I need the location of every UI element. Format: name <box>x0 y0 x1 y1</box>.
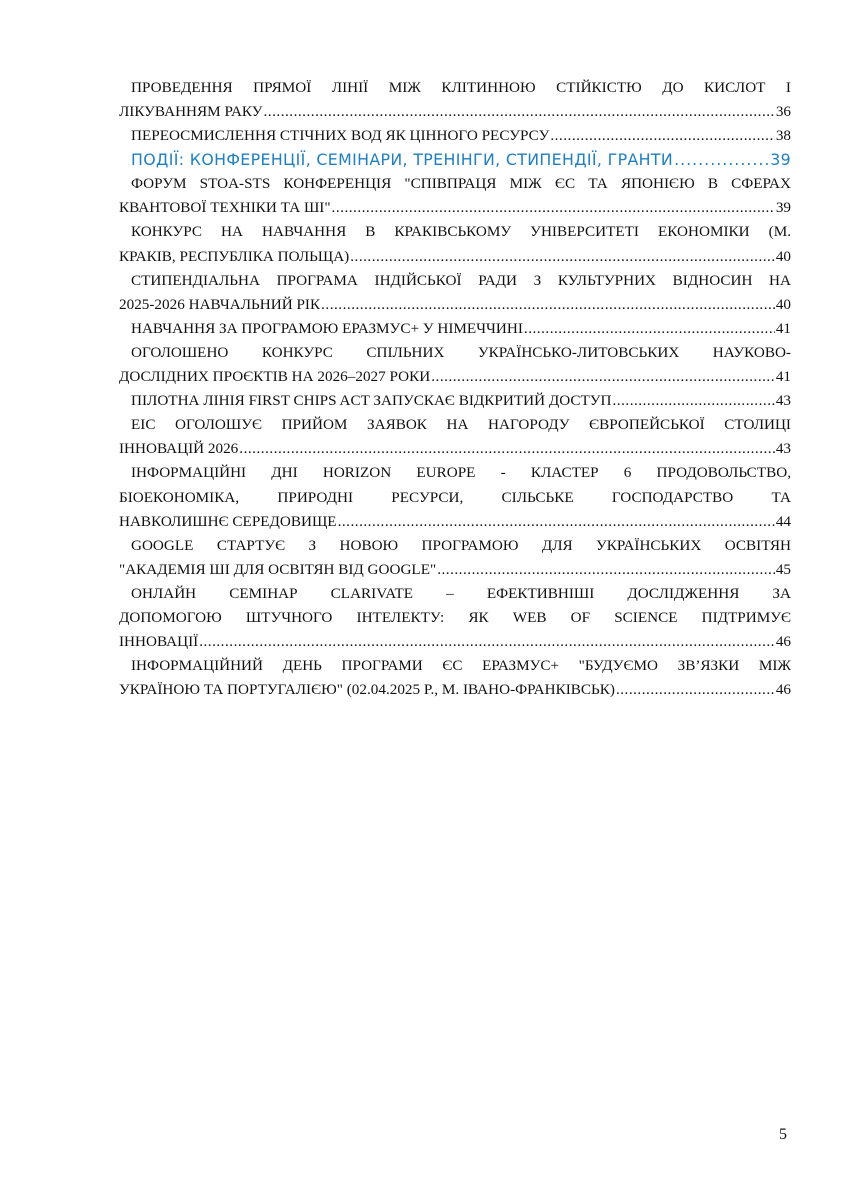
dot-leader <box>332 196 775 220</box>
toc-entry-text: ДОПОМОГОЮ ШТУЧНОГО ІНТЕЛЕКТУ: ЯК WEB OF SCIENCE ПІДТРИМУЄ <box>119 608 791 626</box>
toc-section-heading[interactable] <box>119 148 791 172</box>
dot-leader <box>613 389 775 413</box>
toc-entry-text: ОГОЛОШЕНО КОНКУРС СПІЛЬНИХ УКРАЇНСЬКО-ЛИТОВСЬКИХ НАУКОВО- <box>131 343 791 361</box>
toc-entry[interactable] <box>119 76 791 124</box>
toc-entry[interactable] <box>119 534 791 582</box>
toc-entry-text: GOOGLE СТАРТУЄ З НОВОЮ ПРОГРАМОЮ ДЛЯ УКРАЇНСЬКИХ ОСВІТЯН <box>131 536 791 554</box>
toc-page-number: 41 <box>775 319 791 337</box>
toc-entry-text: ПЕРЕОСМИСЛЕННЯ СТІЧНИХ ВОД ЯК ЦІННОГО РЕСУРСУ <box>131 127 550 145</box>
toc-entry[interactable] <box>119 654 791 702</box>
toc-page-number: 41 <box>775 368 791 386</box>
toc-page-number: 44 <box>775 512 791 530</box>
dot-leader <box>674 148 769 172</box>
dot-leader <box>338 510 775 534</box>
toc-page-number: 40 <box>775 295 791 313</box>
toc-entry-text: "АКАДЕМІЯ ШІ ДЛЯ ОСВІТЯН ВІД GOOGLE" <box>119 560 437 578</box>
toc-entry-text: ПРОВЕДЕННЯ ПРЯМОЇ ЛІНІЇ МІЖ КЛІТИННОЮ СТІЙКІСТЮ ДО КИСЛОТ І <box>131 79 791 96</box>
toc-entry-text: УКРАЇНОЮ ТА ПОРТУГАЛІЄЮ" (02.04.2025 Р., М. ІВАНО-ФРАНКІВСЬК) <box>119 681 615 699</box>
toc-entry[interactable] <box>119 220 791 268</box>
toc-entry-text: 2025-2026 НАВЧАЛЬНИЙ РІК <box>119 295 321 313</box>
toc-entry-text: ЛІКУВАННЯМ РАКУ <box>119 103 263 121</box>
toc-page-number: 46 <box>775 681 791 699</box>
toc-entry[interactable] <box>119 341 791 389</box>
toc-entry[interactable] <box>119 124 791 148</box>
toc-entry-text: ПОДІЇ: КОНФЕРЕНЦІЇ, СЕМІНАРИ, ТРЕНІНГИ, СТИПЕНДІЇ, ГРАНТИ <box>131 150 674 170</box>
toc-page-number: 36 <box>775 103 791 121</box>
dot-leader <box>431 365 775 389</box>
toc-page-number: 43 <box>775 392 791 410</box>
toc-entry-text: КВАНТОВОЇ ТЕХНІКИ ТА ШІ" <box>119 199 331 217</box>
toc-entry-text: КРАКІВ, РЕСПУБЛІКА ПОЛЬЩА) <box>119 247 350 265</box>
toc-entry[interactable] <box>119 317 791 341</box>
toc-entry-text: ІННОВАЦІЙ 2026 <box>119 440 239 458</box>
dot-leader <box>264 100 775 124</box>
dot-leader <box>616 678 775 702</box>
dot-leader <box>524 317 775 341</box>
toc-entry[interactable] <box>119 461 791 533</box>
dot-leader <box>239 437 775 461</box>
toc-entry-text: КОНКУРС НА НАВЧАННЯ В КРАКІВСЬКОМУ УНІВЕРСИТЕТІ ЕКОНОМІКИ (М. <box>131 223 791 241</box>
toc-page-number: 39 <box>770 150 791 170</box>
toc-entry-text: ІНФОРМАЦІЙНИЙ ДЕНЬ ПРОГРАМИ ЄС ЕРАЗМУС+ "БУДУЄМО ЗВ’ЯЗКИ МІЖ <box>131 657 791 675</box>
table-of-contents <box>119 76 791 702</box>
toc-entry[interactable] <box>119 269 791 317</box>
toc-entry-text: ДОСЛІДНИХ ПРОЄКТІВ НА 2026–2027 РОКИ <box>119 368 431 386</box>
toc-entry-text: ОНЛАЙН СЕМІНАР CLARIVATE – ЕФЕКТИВНІШІ ДОСЛІДЖЕННЯ ЗА <box>131 584 791 602</box>
dot-leader <box>437 558 775 582</box>
toc-entry[interactable] <box>119 389 791 413</box>
toc-entry-text: ФОРУМ STOA-STS КОНФЕРЕНЦІЯ "СПІВПРАЦЯ МІЖ ЄС ТА ЯПОНІЄЮ В СФЕРАХ <box>131 175 791 193</box>
toc-page-number: 43 <box>775 440 791 458</box>
toc-entry-text: СТИПЕНДІАЛЬНА ПРОГРАМА ІНДІЙСЬКОЇ РАДИ З КУЛЬТУРНИХ ВІДНОСИН НА <box>131 271 791 289</box>
toc-page-number: 46 <box>775 633 791 651</box>
toc-entry-text: ІНФОРМАЦІЙНІ ДНІ HORIZON EUROPE - КЛАСТЕР 6 ПРОДОВОЛЬСТВО, <box>131 464 791 482</box>
toc-entry[interactable] <box>119 413 791 461</box>
toc-entry[interactable] <box>119 172 791 220</box>
toc-page-number: 40 <box>775 247 791 265</box>
toc-page-number: 45 <box>775 560 791 578</box>
toc-entry-text: НАВКОЛИШНЄ СЕРЕДОВИЩЕ <box>119 512 337 530</box>
toc-entry-text: EIC ОГОЛОШУЄ ПРИЙОМ ЗАЯВОК НА НАГОРОДУ ЄВРОПЕЙСЬКОЇ СТОЛИЦІ <box>131 416 791 434</box>
toc-entry-text: НАВЧАННЯ ЗА ПРОГРАМОЮ ЕРАЗМУС+ У НІМЕЧЧИНІ <box>131 319 523 337</box>
dot-leader <box>199 630 775 654</box>
page-number: 5 <box>779 1126 787 1143</box>
dot-leader <box>550 124 774 148</box>
toc-page-number: 38 <box>775 127 791 145</box>
dot-leader <box>321 293 775 317</box>
toc-entry-text: ІННОВАЦІЇ <box>119 633 199 651</box>
dot-leader <box>350 245 775 269</box>
toc-entry-text: ПІЛОТНА ЛІНІЯ FIRST CHIPS ACT ЗАПУСКАЄ ВІДКРИТИЙ ДОСТУП <box>131 392 612 410</box>
toc-page-number: 39 <box>775 199 791 217</box>
toc-entry[interactable] <box>119 582 791 654</box>
toc-entry-text: БІОЕКОНОМІКА, ПРИРОДНІ РЕСУРСИ, СІЛЬСЬКЕ ГОСПОДАРСТВО ТА <box>119 488 791 506</box>
